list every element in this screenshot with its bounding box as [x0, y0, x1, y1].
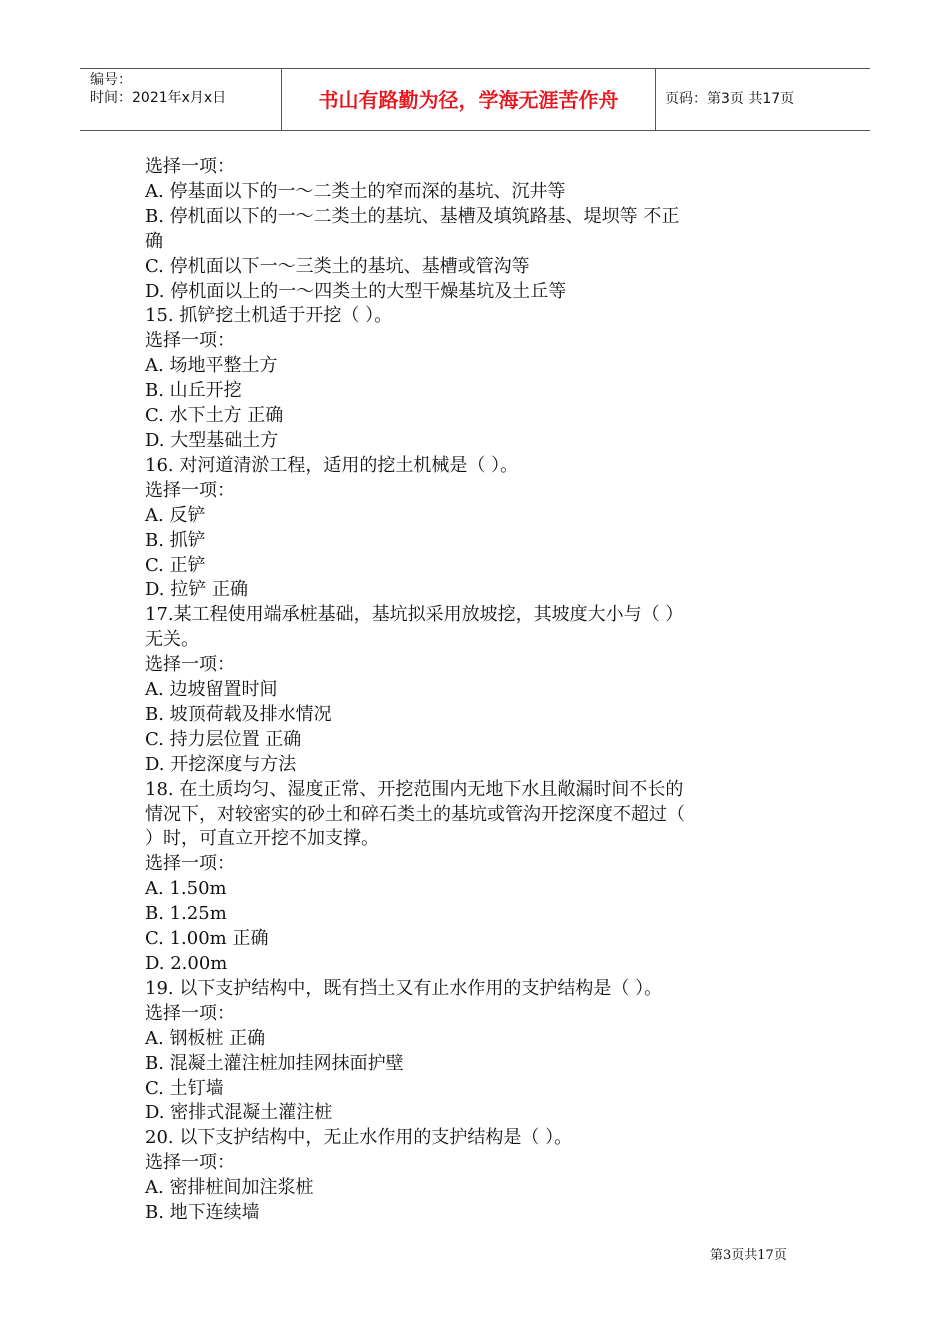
text-line: B. 混凝土灌注桩加挂网抹面护壁 — [145, 1052, 404, 1074]
text-line: B. 抓铲 — [145, 529, 206, 551]
text-line: 选择一项： — [145, 1152, 235, 1174]
text-line: 选择一项： — [145, 1002, 235, 1024]
text-line: 17.某工程使用端承桩基础，基坑拟采用放坡挖，其坡度大小与（ ） — [145, 604, 684, 626]
text-line: 情况下，对较密实的砂土和碎石类土的基坑或管沟开挖深度不超过（ — [145, 803, 685, 825]
document-number-label: 编号： — [90, 72, 132, 88]
text-line: A. 反铲 — [145, 504, 206, 526]
text-line: B. 地下连续墙 — [145, 1202, 260, 1224]
header-motto-cell — [281, 69, 656, 130]
text-line: B. 停机面以下的一～二类土的基坑、基槽及填筑路基、堤坝等 不正 — [145, 205, 680, 227]
text-line: C. 正铲 — [145, 554, 206, 576]
text-line: B. 1.25m — [145, 903, 227, 925]
text-line: 16. 对河道清淤工程，适用的挖土机械是（ ）。 — [145, 454, 519, 476]
text-line: C. 土钉墙 — [145, 1077, 224, 1099]
text-line: 选择一项： — [145, 479, 235, 501]
text-line: D. 开挖深度与方法 — [145, 753, 297, 775]
text-line: B. 坡顶荷载及排水情况 — [145, 703, 332, 725]
text-line: 无关。 — [145, 629, 199, 651]
text-line: A. 停基面以下的一～二类土的窄而深的基坑、沉井等 — [145, 180, 566, 202]
header-meta-cell — [80, 69, 281, 130]
page-footer: 第3页共17页 — [710, 1248, 787, 1263]
text-line: 选择一项： — [145, 654, 235, 676]
header-page-cell — [655, 69, 870, 130]
text-line: C. 持力层位置 正确 — [145, 728, 302, 750]
text-line: 19. 以下支护结构中，既有挡土又有止水作用的支护结构是（ ）。 — [145, 977, 663, 999]
text-line: C. 水下土方 正确 — [145, 405, 284, 427]
text-line: A. 钢板桩 正确 — [145, 1027, 266, 1049]
document-date: 时间：2021年x月x日 — [90, 90, 227, 106]
page-header — [80, 68, 870, 131]
text-line: A. 1.50m — [145, 878, 227, 900]
text-line: 18. 在土质均匀、湿度正常、开挖范围内无地下水且敞漏时间不长的 — [145, 778, 684, 800]
text-line: 20. 以下支护结构中，无止水作用的支护结构是（ ）。 — [145, 1127, 573, 1149]
text-line: 选择一项： — [145, 156, 235, 177]
text-line: D. 拉铲 正确 — [145, 579, 248, 601]
text-line: 选择一项： — [145, 330, 235, 352]
text-line: C. 1.00m 正确 — [145, 928, 269, 950]
text-line: 15. 抓铲挖土机适于开挖（ ）。 — [145, 305, 393, 327]
text-line: B. 山丘开挖 — [145, 380, 242, 402]
text-line: 选择一项： — [145, 853, 235, 875]
text-line: D. 大型基础土方 — [145, 429, 279, 451]
text-line: C. 停机面以下一～三类土的基坑、基槽或管沟等 — [145, 255, 530, 277]
header-page-info: 页码：第3页 共17页 — [665, 91, 795, 107]
text-line: 确 — [145, 230, 163, 252]
text-line: D. 停机面以上的一～四类土的大型干燥基坑及土丘等 — [145, 280, 567, 302]
header-motto: 书山有路勤为径，学海无涯苦作舟 — [318, 88, 619, 112]
text-line: ）时，可直立开挖不加支撑。 — [145, 828, 379, 850]
question-list — [145, 155, 815, 1226]
text-line: A. 场地平整土方 — [145, 355, 278, 377]
text-line: D. 密排式混凝土灌注桩 — [145, 1102, 333, 1124]
text-line: A. 密排桩间加注浆桩 — [145, 1177, 314, 1199]
text-line: D. 2.00m — [145, 953, 228, 974]
text-line: A. 边坡留置时间 — [145, 679, 278, 701]
